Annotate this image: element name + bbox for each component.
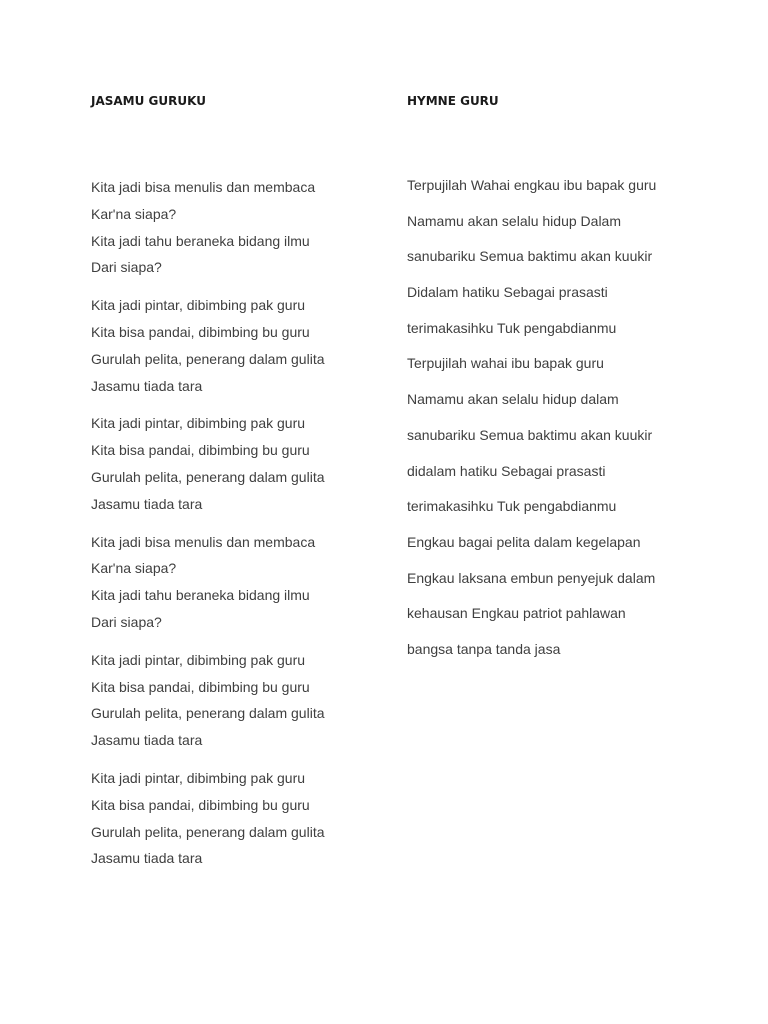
lyric-line: Engkau laksana embun penyejuk dalam (407, 569, 656, 586)
lyric-line: didalam hatiku Sebagai prasasti (407, 462, 606, 479)
lyric-line: Engkau bagai pelita dalam kegelapan (407, 533, 641, 550)
lyric-line: Gurulah pelita, penerang dalam gulita (91, 823, 325, 840)
lyric-line: Kar'na siapa? (91, 205, 177, 222)
lyric-line: Kita jadi tahu beraneka bidang ilmu (91, 587, 310, 604)
lyrics-column-left (91, 174, 391, 883)
lyric-line: sanubariku Semua baktimu akan kuukir (407, 426, 653, 443)
lyric-line: Jasamu tiada tara (91, 850, 203, 867)
lyric-line: Kita jadi pintar, dibimbing pak guru (91, 651, 306, 668)
stanza (91, 529, 391, 636)
stanza (91, 292, 391, 399)
stanza (91, 174, 391, 281)
lyric-line: Namamu akan selalu hidup Dalam (407, 212, 621, 229)
lyric-line: Didalam hatiku Sebagai prasasti (407, 284, 608, 301)
lyric-line: Terpujilah Wahai engkau ibu bapak guru (407, 177, 657, 193)
lyric-line: Gurulah pelita, penerang dalam gulita (91, 705, 325, 722)
lyric-line: Kar'na siapa? (91, 560, 177, 577)
lyric-line: Jasamu tiada tara (91, 495, 203, 512)
lyric-line: Jasamu tiada tara (91, 732, 203, 749)
lyric-line: Kita jadi pintar, dibimbing pak guru (91, 769, 306, 786)
lyric-line: kehausan Engkau patriot pahlawan (407, 605, 626, 622)
stanza (91, 647, 391, 754)
lyric-line: Gurulah pelita, penerang dalam gulita (91, 350, 325, 367)
lyric-line: Kita bisa pandai, dibimbing bu guru (91, 678, 310, 695)
song-title-hymne-guru: HYMNE GURU (407, 94, 499, 108)
lyric-line: Namamu akan selalu hidup dalam (407, 391, 619, 408)
lyric-line: sanubariku Semua baktimu akan kuukir (407, 248, 653, 265)
lyric-line: Jasamu tiada tara (91, 377, 203, 394)
lyric-line: Kita jadi tahu beraneka bidang ilmu (91, 232, 310, 249)
stanza (91, 765, 391, 872)
lyric-line: terimakasihku Tuk pengabdianmu (407, 319, 617, 336)
lyric-line: Kita bisa pandai, dibimbing bu guru (91, 323, 310, 340)
stanza (91, 410, 391, 517)
lyric-line: Kita jadi pintar, dibimbing pak guru (91, 297, 306, 314)
lyric-line: Dari siapa? (91, 259, 162, 276)
lyric-line: Kita bisa pandai, dibimbing bu guru (91, 442, 310, 459)
lyric-line: Gurulah pelita, penerang dalam gulita (91, 468, 325, 485)
lyric-line: Kita jadi pintar, dibimbing pak guru (91, 415, 306, 432)
lyric-line: Kita jadi bisa menulis dan membaca (91, 533, 316, 550)
song-title-jasamu-guruku: JASAMU GURUKU (91, 94, 206, 108)
lyric-line: bangsa tanpa tanda jasa (407, 640, 561, 657)
lyrics-column-right (407, 174, 737, 674)
lyric-line: Terpujilah wahai ibu bapak guru (407, 355, 604, 372)
lyric-line: Kita jadi bisa menulis dan membaca (91, 179, 316, 195)
lyric-line: terimakasihku Tuk pengabdianmu (407, 498, 617, 515)
lyric-line: Kita bisa pandai, dibimbing bu guru (91, 796, 310, 813)
lyric-line: Dari siapa? (91, 613, 162, 630)
